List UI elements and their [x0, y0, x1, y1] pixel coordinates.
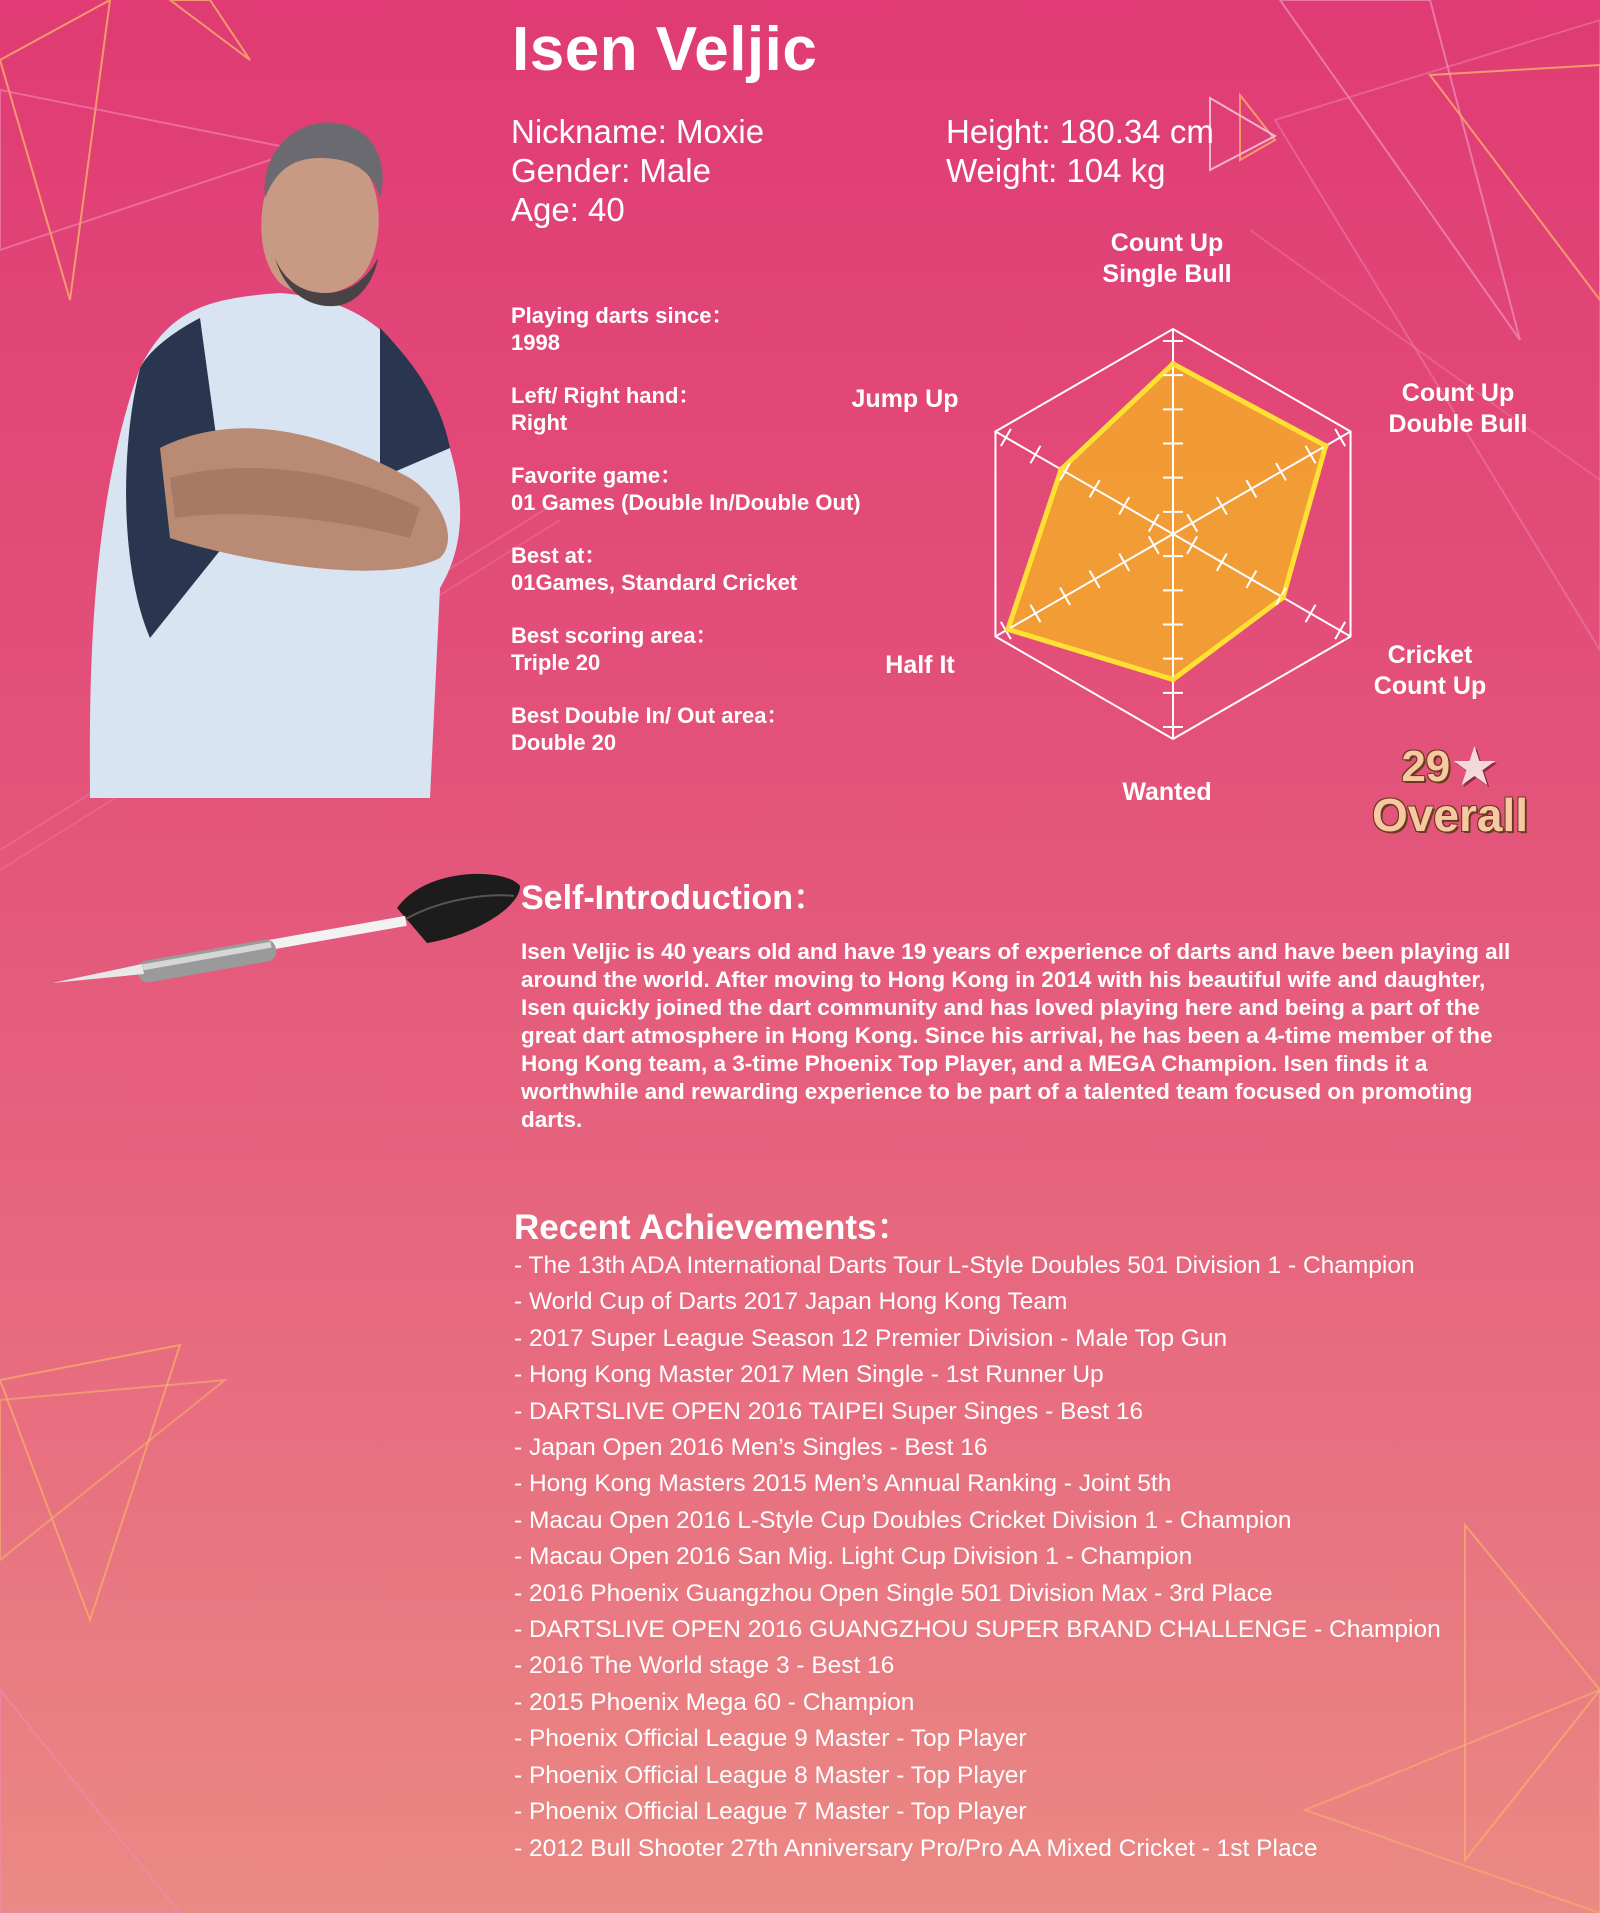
age: Age: 40: [511, 191, 625, 228]
detail-label: Left/ Right hand：: [511, 383, 701, 408]
radar-tick: [1335, 429, 1345, 446]
achievement-item: - Hong Kong Masters 2015 Men’s Annual Ranking - Joint 5th: [514, 1470, 1172, 1498]
detail-label: Best Double In/ Out area：: [511, 703, 789, 728]
detail-value: 01Games, Standard Cricket: [511, 570, 798, 595]
detail-value: Right: [511, 410, 568, 435]
achievement-item: - The 13th ADA International Darts Tour L-Style Doubles 501 Division 1 - Champion: [514, 1252, 1415, 1279]
achievement-item: - Macau Open 2016 San Mig. Light Cup Division 1 - Champion: [514, 1543, 1193, 1571]
radar-tick: [1001, 429, 1011, 446]
detail-value: 01 Games (Double In/Double Out): [511, 490, 861, 515]
achievement-item: - 2017 Super League Season 12 Premier Division - Male Top Gun: [514, 1324, 1228, 1352]
radar-tick: [1030, 446, 1040, 463]
radar-tick: [1306, 605, 1316, 622]
radar-data-point: [1170, 361, 1176, 367]
achievements-list: [514, 1248, 1574, 1867]
achievement-item: - Hong Kong Master 2017 Men Single - 1st Runner Up: [514, 1361, 1104, 1389]
achievement-item: - 2016 Phoenix Guangzhou Open Single 501 Division Max - 3rd Place: [514, 1579, 1273, 1607]
radar-label-cricket-count-up: Cricket Count Up: [1373, 641, 1487, 700]
radar-data-point: [1170, 677, 1176, 683]
nickname: Nickname: Moxie: [511, 113, 765, 150]
achievement-item: - 2012 Bull Shooter 27th Anniversary Pro/Pro AA Mixed Cricket - 1st Place: [514, 1834, 1318, 1862]
achievement-item: - Phoenix Official League 8 Master - Top Player: [514, 1761, 1027, 1789]
self-intro-title: Self-Introduction：: [521, 879, 827, 917]
radar-label-wanted: Wanted: [1122, 778, 1212, 806]
radar-data-area: [1008, 364, 1326, 680]
overall-badge: [1355, 735, 1545, 842]
detail-value: Double 20: [511, 730, 617, 755]
achievement-item: - Phoenix Official League 9 Master - Top Player: [514, 1725, 1027, 1753]
radar-data-point: [1058, 466, 1064, 472]
achievement-item: - Macau Open 2016 L-Style Cup Doubles Cricket Division 1 - Champion: [514, 1506, 1292, 1534]
achievement-item: - DARTSLIVE OPEN 2016 GUANGZHOU SUPER BRAND CHALLENGE - Champion: [514, 1616, 1441, 1644]
achievement-item: - World Cup of Darts 2017 Japan Hong Kong Team: [514, 1288, 1068, 1316]
radar-label-jump-up: Jump Up: [851, 385, 959, 413]
radar-label-count-up-single-bull: Count Up Single Bull: [1102, 229, 1232, 288]
weight: Weight: 104 kg: [946, 152, 1166, 189]
detail-label: Best at：: [511, 543, 607, 568]
gender: Gender: Male: [511, 152, 711, 189]
radar-data-point: [1323, 443, 1329, 449]
achievement-item: - DARTSLIVE OPEN 2016 TAIPEI Super Singes - Best 16: [514, 1397, 1144, 1425]
radar-data-point: [1280, 595, 1286, 601]
achievement-item: - Japan Open 2016 Men’s Singles - Best 16: [514, 1434, 988, 1462]
star-icon: ★: [1450, 737, 1499, 797]
achievements-title: Recent Achievements：: [514, 1208, 912, 1247]
overall-label: Overall: [1372, 789, 1528, 841]
detail-value: 1998: [511, 330, 560, 355]
radar-data-point: [1005, 626, 1011, 632]
height: Height: 180.34 cm: [946, 113, 1214, 150]
detail-label: Playing darts since：: [511, 303, 734, 328]
dart-icon: [52, 868, 522, 993]
achievement-item: - 2015 Phoenix Mega 60 - Champion: [514, 1688, 915, 1716]
detail-label: Favorite game：: [511, 463, 683, 488]
radar-tick: [1335, 622, 1345, 639]
achievement-item: - Phoenix Official League 7 Master - Top Player: [514, 1798, 1027, 1826]
radar-label-count-up-double-bull: Count Up Double Bull: [1388, 379, 1528, 438]
achievement-item: - 2016 The World stage 3 - Best 16: [514, 1652, 895, 1680]
player-name: Isen Veljic: [512, 15, 818, 84]
detail-label: Best scoring area：: [511, 623, 718, 648]
radar-label-half-it: Half It: [885, 651, 955, 679]
overall-rating: 29: [1401, 742, 1451, 791]
detail-value: Triple 20: [511, 650, 601, 675]
self-intro-text: Isen Veljic is 40 years old and have 19 years of experience of darts and have been playing all around the world. After moving to Hong Kong in 2014 with his beautiful wife and daughter, Isen quickly joined the dart community and has loved playing here and being a part of the great dart atmosphere in Hong Kong. Since his arrival, he has been a 4-time member of the Hong Kong team, a 3-time Phoenix Top Player, and a MEGA Champion. Isen finds it a worthwhile and rewarding experience to be part of a talented team focused on promoting darts.: [521, 939, 1511, 1132]
